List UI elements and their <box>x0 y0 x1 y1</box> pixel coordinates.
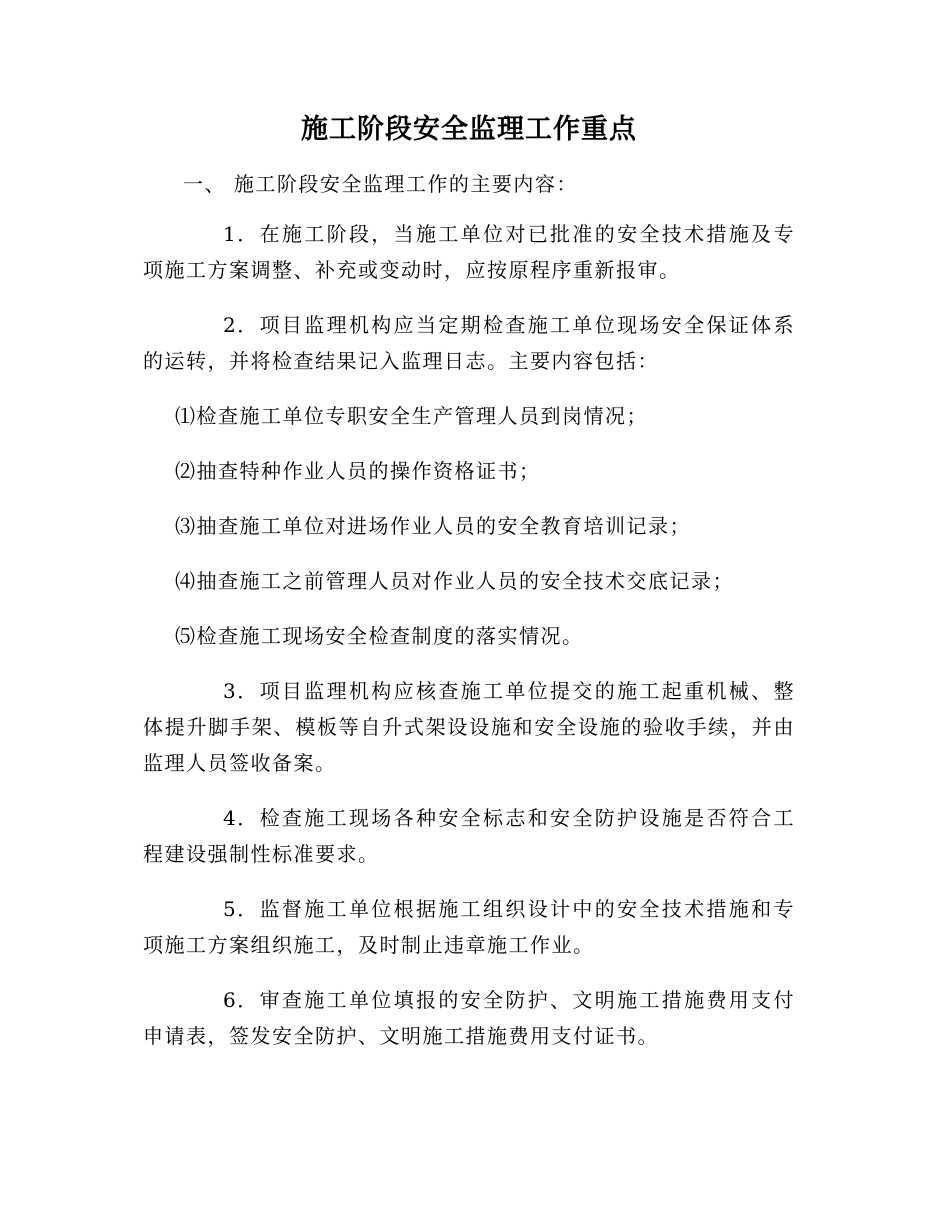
item-1-number: 1． <box>223 222 259 246</box>
item-5 <box>143 891 795 963</box>
sub-item-5: ⑸检查施工现场安全检查制度的落实情况。 <box>175 624 584 648</box>
item-4 <box>143 800 795 872</box>
document-title: 施工阶段安全监理工作重点 <box>301 114 637 145</box>
item-3 <box>143 673 795 781</box>
sub-item-4: ⑷抽查施工之前管理人员对作业人员的安全技术交底记录； <box>175 569 734 593</box>
item-2-text: 项目监理机构应当定期检查施工单位现场安全保证体系的运转，并将检查结果记入监理日志。主要内容包括： <box>143 313 795 373</box>
item-6-number: 6． <box>223 988 259 1012</box>
item-2-number: 2． <box>223 313 259 337</box>
item-4-number: 4． <box>223 806 259 830</box>
item-4-text: 检查施工现场各种安全标志和安全防护设施是否符合工程建设强制性标准要求。 <box>143 806 795 866</box>
section-heading: 一、 施工阶段安全监理工作的主要内容： <box>183 172 578 196</box>
sub-item-1: ⑴检查施工单位专职安全生产管理人员到岗情况； <box>175 404 648 428</box>
item-6 <box>143 982 795 1054</box>
sub-item-2: ⑵抽查特种作业人员的操作资格证书； <box>175 459 541 483</box>
sub-item-3: ⑶抽查施工单位对进场作业人员的安全教育培训记录； <box>175 514 691 538</box>
item-5-number: 5． <box>223 897 259 921</box>
document-body <box>143 108 795 1073</box>
item-3-number: 3． <box>223 679 259 703</box>
item-5-text: 监督施工单位根据施工组织设计中的安全技术措施和专项施工方案组织施工，及时制止违章施工作业。 <box>143 897 795 957</box>
item-3-text: 项目监理机构应核查施工单位提交的施工起重机械、整体提升脚手架、模板等自升式架设设施和安全设施的验收手续，并由监理人员签收备案。 <box>143 679 795 775</box>
item-2 <box>143 307 795 379</box>
item-6-text: 审查施工单位填报的安全防护、文明施工措施费用支付申请表，签发安全防护、文明施工措施费用支付证书。 <box>143 988 795 1048</box>
item-1 <box>143 216 795 288</box>
item-1-text: 在施工阶段，当施工单位对已批准的安全技术措施及专项施工方案调整、补充或变动时，应按原程序重新报审。 <box>143 222 795 282</box>
